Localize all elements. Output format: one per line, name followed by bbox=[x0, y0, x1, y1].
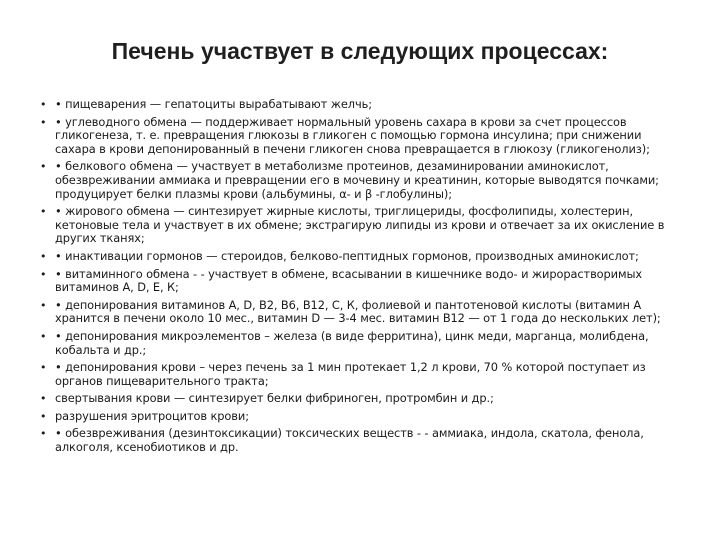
slide-title: Печень участвует в следующих процессах: bbox=[111, 38, 609, 64]
bullet-icon: • bbox=[40, 329, 47, 343]
bullet-icon: • bbox=[40, 249, 47, 263]
list-item-text: свертывания крови — синтезирует белки фибриноген, протромбин и др.; bbox=[55, 391, 494, 406]
bullet-icon: • bbox=[40, 361, 47, 375]
bullet-icon: • bbox=[40, 409, 47, 423]
list-item bbox=[40, 268, 670, 295]
list-item-text: • углеводного обмена — поддерживает нормальный уровень сахара в крови за счет процессов гликогенеза, т. е. превращения глюкозы в гликоген с помощью гормона инсулина; при снижении сахара в крови депонированный в печени гликоген снова превращается в глюкозу (гликогенолиз); bbox=[55, 114, 650, 156]
list-item bbox=[40, 250, 670, 264]
list-item bbox=[40, 205, 670, 246]
list-item-text: • депонирования витаминов А, D, В2, В6, В12, С, К, фолиевой и пантотеновой кислоты (витамин А хранится в печени около 10 мес., витамин D — 3-4 мес. витамин В12 — от 1 года до нескольких лет); bbox=[55, 297, 661, 326]
list-item-text: • депонирования крови – через печень за 1 мин протекает 1,2 л крови, 70 % которой поступает из органов пищеварительного тракта; bbox=[55, 360, 646, 388]
list-item-text: • инактивации гормонов — стероидов, белково-пептидных гормонов, производных аминокислот; bbox=[55, 248, 639, 263]
bullet-icon: • bbox=[40, 427, 47, 441]
list-item bbox=[40, 160, 670, 201]
bullet-icon: • bbox=[40, 98, 47, 111]
bullet-icon: • bbox=[40, 267, 47, 281]
list-item bbox=[40, 330, 670, 357]
list-item bbox=[40, 98, 670, 112]
bullet-icon: • bbox=[40, 115, 47, 129]
list-item bbox=[40, 361, 670, 388]
list-item-text: разрушения эритроцитов крови; bbox=[55, 408, 249, 423]
list-item bbox=[40, 116, 670, 157]
list-item-text: • белкового обмена — участвует в метаболизме протеинов, дезаминировании аминокислот, обезвреживании аммиака и превращении его в мочевину и креатинин, которые выводятся почками; продуцирует белки плазмы крови (альбумины, α- и β -глобулины); bbox=[55, 159, 659, 201]
bullet-icon: • bbox=[40, 205, 47, 219]
bullet-icon: • bbox=[40, 160, 47, 174]
bullet-icon: • bbox=[40, 298, 47, 312]
list-item-text: • обезвреживания (дезинтоксикации) токсических веществ - - аммиака, индола, скатола, фенола, алкоголя, ксенобиотиков и др. bbox=[55, 426, 644, 455]
process-list bbox=[40, 98, 670, 459]
list-item bbox=[40, 392, 670, 406]
bullet-icon: • bbox=[40, 392, 47, 406]
list-item-text: • витаминного обмена - - участвует в обмене, всасывании в кишечнике водо- и жирорастворимых витаминов А, D, Е, К; bbox=[55, 266, 643, 295]
list-item bbox=[40, 427, 670, 454]
list-item bbox=[40, 410, 670, 424]
list-item-text: • депонирования микроэлементов – железа (в виде ферритина), цинк меди, марганца, молибдена, кобальта и др.; bbox=[55, 328, 649, 357]
list-item-text: • жирового обмена — синтезирует жирные кислоты, триглицериды, фосфолипиды, холестерин, кетоновые тела и участвует в их обмене; экстрагирую липиды из крови и отвечает за их окисление в других тканях; bbox=[55, 204, 665, 246]
list-item-text: • пищеварения — гепатоциты вырабатывают желчь; bbox=[55, 97, 372, 111]
list-item bbox=[40, 299, 670, 326]
